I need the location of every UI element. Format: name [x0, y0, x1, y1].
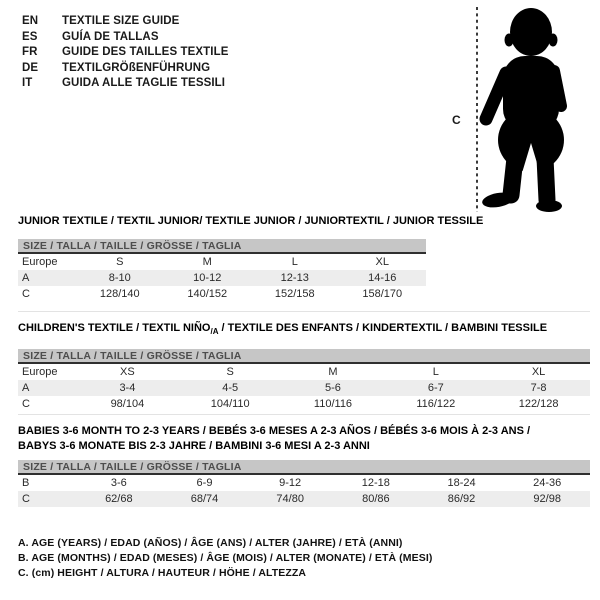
column-header: XL	[531, 366, 546, 379]
table-row	[18, 270, 426, 286]
size-cell: 12-18	[361, 477, 390, 489]
size-cell: 6-7	[427, 382, 444, 395]
table-row	[18, 396, 590, 412]
size-cell: 7-8	[530, 382, 547, 395]
language-row	[22, 76, 229, 92]
size-cell: 8-10	[108, 272, 131, 284]
size-cell: 74/80	[276, 493, 304, 505]
size-cell: 110/116	[313, 398, 353, 411]
language-code: EN	[22, 15, 39, 27]
size-cell: 62/68	[105, 493, 133, 505]
junior-size-table	[18, 254, 426, 302]
row-label: B	[22, 477, 30, 489]
table-row	[18, 491, 590, 507]
size-cell: 4-5	[222, 382, 239, 395]
column-header: XS	[120, 366, 135, 379]
size-header-bar: SIZE / TALLA / TAILLE / GRÖSSE / TAGLIA	[18, 239, 426, 254]
size-cell: 3-6	[110, 477, 127, 489]
language-row	[22, 30, 229, 46]
column-header: S	[116, 256, 124, 268]
guide-title: TEXTILGRÖßENFÜHRUNG	[62, 61, 211, 74]
column-header: L	[432, 366, 439, 379]
column-header: Europe	[22, 256, 58, 268]
size-cell: 9-12	[279, 477, 302, 489]
size-cell: 158/170	[362, 288, 403, 300]
row-label: C	[22, 493, 30, 505]
guide-title: GUÍA DE TALLAS	[62, 30, 159, 43]
column-header: M	[328, 366, 338, 379]
language-list	[22, 14, 229, 92]
table-row	[18, 286, 426, 302]
divider	[18, 414, 590, 415]
size-cell: 3-4	[119, 382, 136, 395]
footnote-line: B. AGE (MONTHS) / EDAD (MESES) / ÂGE (MOIS) / ALTER (MONATE) / ETÀ (MESI)	[18, 552, 433, 564]
guide-title: GUIDE DES TAILLES TEXTILE	[62, 46, 229, 58]
size-cell: 98/104	[110, 398, 145, 411]
guide-title: TEXTILE SIZE GUIDE	[62, 15, 180, 27]
toddler-silhouette	[481, 8, 564, 212]
footnotes	[18, 536, 590, 581]
language-code: ES	[22, 30, 38, 43]
babies-size-table	[18, 475, 590, 507]
column-header: M	[202, 256, 212, 268]
row-label: C	[22, 288, 30, 300]
language-code: IT	[22, 77, 33, 89]
section-junior	[18, 215, 590, 302]
table-row	[18, 380, 590, 396]
footnote-line: A. AGE (YEARS) / EDAD (AÑOS) / ÂGE (ANS) / ALTER (JAHRE) / ETÀ (ANNI)	[18, 537, 403, 549]
language-code: DE	[22, 61, 39, 74]
size-cell: 68/74	[190, 493, 219, 505]
size-cell: 140/152	[187, 288, 228, 300]
row-label: A	[22, 382, 30, 395]
language-code: FR	[22, 46, 38, 58]
figure-area	[440, 3, 600, 215]
language-row	[22, 14, 229, 30]
section-children	[18, 322, 590, 412]
language-row	[22, 45, 229, 61]
size-cell: 5-6	[325, 382, 341, 395]
size-cell: 104/110	[210, 398, 250, 411]
column-header: XL	[375, 256, 389, 268]
table-row	[18, 475, 590, 491]
row-label: A	[22, 272, 30, 284]
size-cell: 6-9	[196, 477, 213, 489]
size-cell: 86/92	[447, 493, 476, 505]
height-label: C	[452, 113, 461, 127]
size-cell: 18-24	[447, 477, 476, 489]
section-title-children: CHILDREN'S TEXTILE / TEXTIL $NIÑO_{/A}$ / TEXTILE DES ENFANTS / KINDERTEXTIL / BAMBINI TESSILE	[18, 322, 548, 337]
size-cell: 152/158	[274, 288, 315, 300]
children-size-table	[18, 364, 590, 412]
table-header-row	[18, 364, 590, 380]
section-title-babies: BABIES 3-6 MONTH TO 2-3 YEARS / BEBÉS 3-6 MESES A 2-3 AÑOS / BÉBÉS 3-6 MOIS À 2-3 ANS / BABYS 3-6 MONATE BIS 2-3 JAHRE / BAMBINI 3-6 MESI A 2-3 ANNI	[18, 425, 531, 452]
size-cell: 14-16	[368, 272, 397, 284]
size-cell: 116/122	[416, 398, 456, 411]
column-header: L	[291, 256, 298, 268]
section-title-junior: JUNIOR TEXTILE / TEXTIL JUNIOR/ TEXTILE JUNIOR / JUNIORTEXTIL / JUNIOR TESSILE	[18, 215, 484, 227]
size-header-bar: SIZE / TALLA / TAILLE / GRÖSSE / TAGLIA	[18, 349, 590, 364]
footnote-line: C. (cm) HEIGHT / ALTURA / HAUTEUR / HÖHE / ALTEZZA	[18, 567, 307, 579]
column-header: Europe	[22, 366, 58, 379]
divider	[18, 311, 590, 312]
table-header-row	[18, 254, 426, 270]
row-label: C	[22, 398, 30, 411]
size-cell: 80/86	[362, 493, 390, 505]
size-cell: 12-13	[280, 272, 309, 284]
size-cell: 128/140	[99, 288, 140, 300]
section-babies	[18, 424, 590, 507]
guide-title: GUIDA ALLE TAGLIE TESSILI	[62, 77, 226, 89]
column-header: S	[226, 366, 234, 379]
size-cell: 10-12	[193, 272, 222, 284]
toddler-silhouette-graphic	[440, 3, 600, 215]
size-cell: 24-36	[533, 477, 562, 489]
size-header-bar: SIZE / TALLA / TAILLE / GRÖSSE / TAGLIA	[18, 460, 590, 475]
language-row	[22, 61, 229, 77]
size-cell: 92/98	[533, 493, 561, 505]
size-cell: 122/128	[518, 398, 559, 411]
